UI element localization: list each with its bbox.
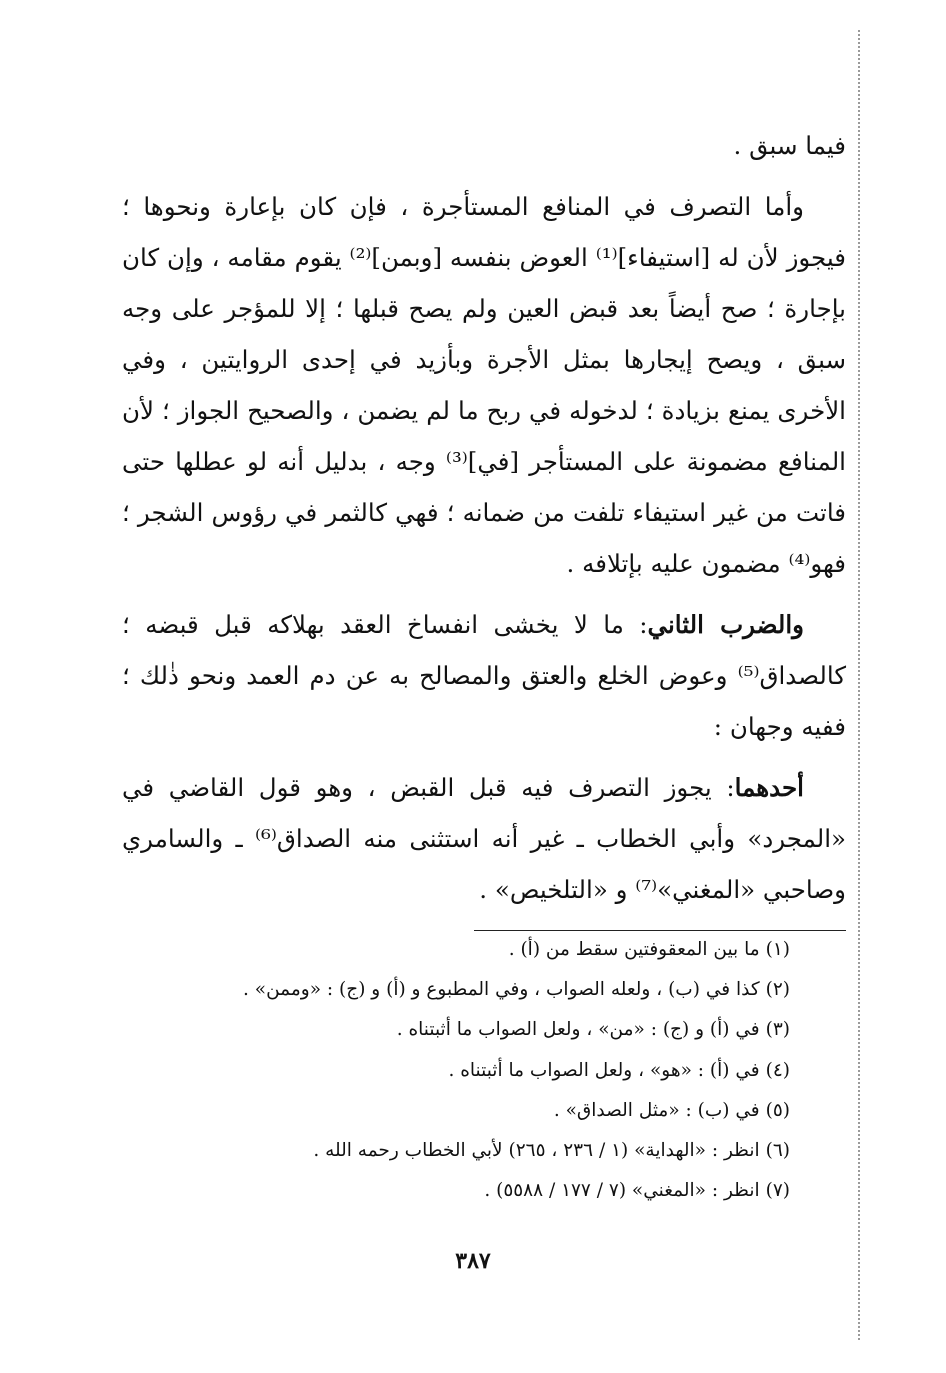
footnote-number: (٥) (765, 1099, 790, 1121)
margin-dotted-line (858, 30, 860, 1340)
footnote-text: ما بين المعقوفتين سقط من (أ) . (508, 939, 760, 960)
footnote-4 (150, 1051, 790, 1091)
footnote-text: كذا في (ب) ، ولعله الصواب ، وفي المطبوع و (أ) و (ج) : «وممن» . (243, 979, 760, 1001)
paragraph-2: وأما التصرف في المنافع المستأجرة ، فإن كان بإعارة ونحوها ؛ فيجوز لأن له [استيفاء]⁽¹⁾ العوض بنفسه [وبمن]⁽²⁾ يقوم مقامه ، وإن كان بإجارة ؛ صح أيضاً بعد قبض العين ولم يصح قبلها ؛ إلا للمؤجر على وجه سبق ، ويصح إيجارها بمثل الأجرة وبأزيد في إحدى الروايتين ، وفي الأخرى يمنع بزيادة ؛ لدخوله في ربح ما لم يضمن ، والصحيح الجواز ؛ لأن المنافع مضمونة على المستأجر [في]⁽³⁾ وجه ، بدليل أنه لو عطلها حتى فاتت من غير استيفاء تلفت من ضمانه ؛ فهي كالثمر في رؤوس الشجر ؛ فهو⁽⁴⁾ مضمون عليه بإتلافه . (122, 192, 846, 578)
paragraph-4-lead: أحدهما (734, 773, 804, 802)
main-text (122, 120, 846, 915)
footnote-3 (150, 1010, 790, 1050)
footnote-number: (٧) (765, 1180, 790, 1202)
footnote-6 (150, 1131, 790, 1171)
paragraph-3-text: : ما لا يخشى انفساخ العقد بهلاكه قبل قبضه ؛ كالصداق⁽⁵⁾ وعوض الخلع والعتق والمصالح به عن دم العمد ونحو ذٰلك ؛ ففيه وجهان : (122, 610, 846, 741)
page-number: ٣٨٧ (455, 1248, 491, 1274)
footnotes (150, 930, 790, 1211)
paragraph-4 (122, 762, 846, 915)
footnote-number: (٦) (765, 1140, 790, 1162)
footnote-number: (٤) (765, 1059, 790, 1081)
footnote-number: (٣) (765, 1019, 790, 1041)
footnote-text: في (ب) : «مثل الصداق» . (553, 1099, 760, 1121)
footnote-1 (150, 930, 790, 970)
footnote-text: في (أ) : «هو» ، ولعل الصواب ما أثبتناه . (448, 1059, 760, 1081)
paragraph-3-lead: والضرب الثاني (647, 610, 804, 639)
paragraph-1: فيما سبق . (733, 131, 846, 160)
footnote-text: في (أ) و (ج) : «من» ، ولعل الصواب ما أثبتناه . (396, 1019, 760, 1041)
footnote-2 (150, 970, 790, 1010)
footnote-5 (150, 1091, 790, 1131)
footnote-number: (٢) (765, 979, 790, 1001)
paragraph-3 (122, 599, 846, 752)
footnote-text: انظر : «المغني» (٧ / ١٧٧ / ٥٥٨٨) . (484, 1180, 760, 1202)
paragraph-4-text: : يجوز التصرف فيه قبل القبض ، وهو قول القاضي في «المجرد» وأبي الخطاب ـ غير أنه استثنى منه الصداق⁽⁶⁾ ـ والسامري وصاحبي «المغني»⁽⁷⁾ و «التلخيص» . (122, 773, 846, 904)
footnote-7 (150, 1171, 790, 1211)
footnote-number: (١) (765, 939, 790, 960)
footnote-text: انظر : «الهداية» (١ / ٢٣٦ ، ٢٦٥) لأبي الخطاب رحمه الله . (313, 1140, 760, 1162)
